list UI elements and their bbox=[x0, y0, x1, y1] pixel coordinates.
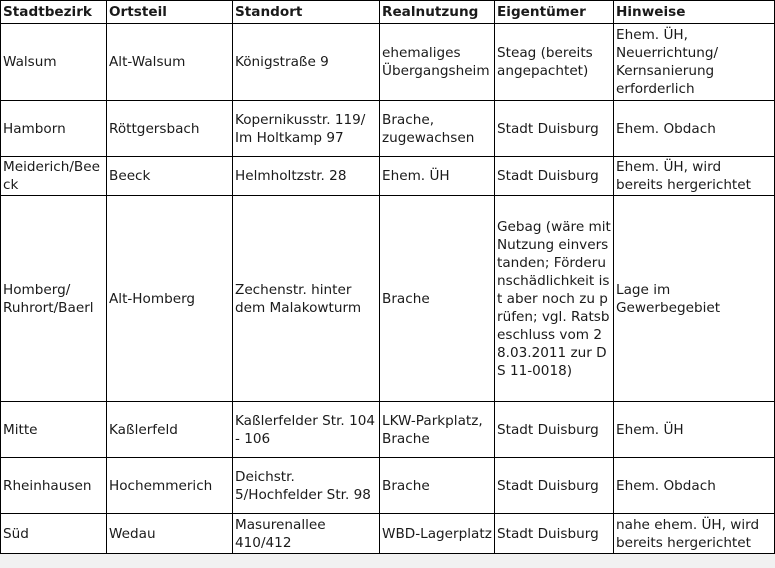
cell-ortsteil: Röttgersbach bbox=[107, 101, 233, 157]
cell-stadtbezirk: Meiderich/Beeck bbox=[1, 157, 107, 196]
cell-hinweise: Lage im Gewerbegebiet bbox=[614, 196, 775, 402]
cell-realnutzung: Brache bbox=[380, 196, 495, 402]
cell-standort: Helmholtzstr. 28 bbox=[233, 157, 380, 196]
cell-ortsteil: Alt-Homberg bbox=[107, 196, 233, 402]
header-hinweise: Hinweise bbox=[614, 1, 775, 24]
header-realnutzung: Realnutzung bbox=[380, 1, 495, 24]
table-row bbox=[1, 101, 775, 157]
cell-ortsteil: Kaßlerfeld bbox=[107, 402, 233, 458]
table-row bbox=[1, 514, 775, 554]
cell-realnutzung: ehemaliges Übergangsheim bbox=[380, 24, 495, 101]
table-row bbox=[1, 458, 775, 514]
cell-ortsteil: Wedau bbox=[107, 514, 233, 554]
cell-standort: Königstraße 9 bbox=[233, 24, 380, 101]
cell-realnutzung: WBD-Lagerplatz bbox=[380, 514, 495, 554]
cell-realnutzung: Brache, zugewachsen bbox=[380, 101, 495, 157]
header-stadtbezirk: Stadtbezirk bbox=[1, 1, 107, 24]
cell-hinweise: Ehem. ÜH, Neuerrichtung/ Kernsanierung erforderlich bbox=[614, 24, 775, 101]
cell-eigentuemer: Stadt Duisburg bbox=[495, 514, 614, 554]
cell-eigentuemer: Stadt Duisburg bbox=[495, 402, 614, 458]
cell-hinweise: Ehem. ÜH bbox=[614, 402, 775, 458]
cell-realnutzung: Brache bbox=[380, 458, 495, 514]
cell-eigentuemer: Stadt Duisburg bbox=[495, 101, 614, 157]
cell-eigentuemer: Stadt Duisburg bbox=[495, 157, 614, 196]
cell-eigentuemer: Stadt Duisburg bbox=[495, 458, 614, 514]
cell-hinweise: nahe ehem. ÜH, wird bereits hergerichtet bbox=[614, 514, 775, 554]
cell-stadtbezirk: Walsum bbox=[1, 24, 107, 101]
cell-ortsteil: Hochemmerich bbox=[107, 458, 233, 514]
cell-eigentuemer: Gebag (wäre mit Nutzung einverstanden; Förderunschädlichkeit ist aber noch zu prüfen; vgl. Ratsbeschluss vom 28.03.2011 zur DS 11-0018) bbox=[495, 196, 614, 402]
header-standort: Standort bbox=[233, 1, 380, 24]
table-row bbox=[1, 196, 775, 402]
cell-stadtbezirk: Homberg/ Ruhrort/Baerl bbox=[1, 196, 107, 402]
cell-realnutzung: LKW-Parkplatz, Brache bbox=[380, 402, 495, 458]
cell-ortsteil: Beeck bbox=[107, 157, 233, 196]
bottom-band bbox=[0, 554, 775, 568]
cell-standort: Masurenallee 410/412 bbox=[233, 514, 380, 554]
cell-ortsteil: Alt-Walsum bbox=[107, 24, 233, 101]
cell-standort: Kaßlerfelder Str. 104 - 106 bbox=[233, 402, 380, 458]
cell-stadtbezirk: Rheinhausen bbox=[1, 458, 107, 514]
cell-standort: Zechenstr. hinter dem Malakowturm bbox=[233, 196, 380, 402]
table-row bbox=[1, 402, 775, 458]
cell-eigentuemer: Steag (bereits angepachtet) bbox=[495, 24, 614, 101]
cell-hinweise: Ehem. Obdach bbox=[614, 458, 775, 514]
cell-stadtbezirk: Mitte bbox=[1, 402, 107, 458]
header-ortsteil: Ortsteil bbox=[107, 1, 233, 24]
header-eigentuemer: Eigentümer bbox=[495, 1, 614, 24]
table-row bbox=[1, 157, 775, 196]
cell-standort: Deichstr. 5/Hochfelder Str. 98 bbox=[233, 458, 380, 514]
table-row bbox=[1, 24, 775, 101]
cell-stadtbezirk: Süd bbox=[1, 514, 107, 554]
cell-hinweise: Ehem. ÜH, wird bereits hergerichtet bbox=[614, 157, 775, 196]
cell-stadtbezirk: Hamborn bbox=[1, 101, 107, 157]
cell-hinweise: Ehem. Obdach bbox=[614, 101, 775, 157]
cell-standort: Kopernikusstr. 119/ Im Holtkamp 97 bbox=[233, 101, 380, 157]
cell-realnutzung: Ehem. ÜH bbox=[380, 157, 495, 196]
header-row bbox=[1, 1, 775, 24]
